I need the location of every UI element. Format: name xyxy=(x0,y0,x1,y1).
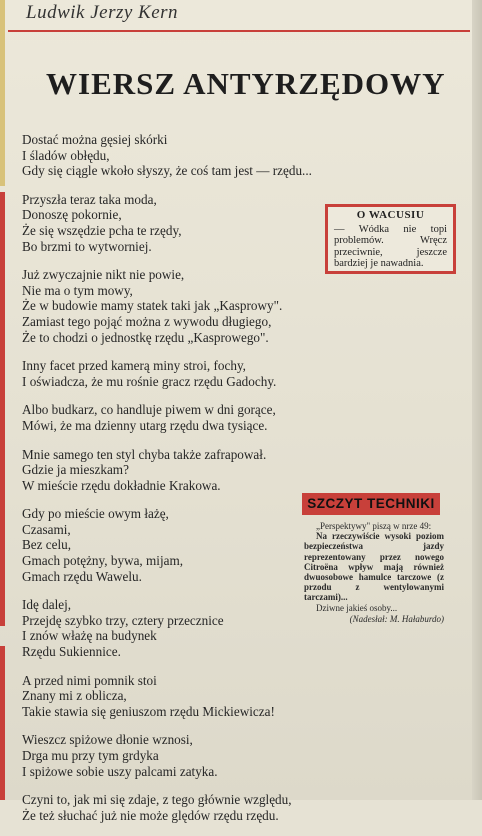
poem-line: W mieście rzędu dokładnie Krakowa. xyxy=(22,477,221,493)
stanza-11 xyxy=(22,792,362,823)
poem-title: WIERSZ ANTYRZĘDOWY xyxy=(46,66,446,101)
poem-line: Wieszcz spiżowe dłonie wznosi, xyxy=(22,732,193,748)
poem-line: I znów włażę na budynek xyxy=(22,628,157,644)
poem-line: Takie stawia się geniuszom rzędu Mickiewicza! xyxy=(22,703,275,719)
poem-line: Czyni to, jak mi się zdaje, z tego głównie względu, xyxy=(22,792,292,808)
poem-line: Że w budowie mamy statek taki jak „Kasprowy". xyxy=(22,298,283,314)
poem-line: Gdy się ciągle wkoło słyszy, że coś tam jest — rzędu... xyxy=(22,163,312,179)
poem-line: Drga mu przy tym grdyka xyxy=(22,748,159,763)
box-text: — Wódka nie topi problemów. Wręcz przeciwnie, jeszcze bardziej je nawadnia. xyxy=(334,224,447,269)
poem-line: Nie ma o tym mowy, xyxy=(22,282,133,298)
poem-line: Bez celu, xyxy=(22,537,72,553)
stanza-9 xyxy=(22,673,362,720)
szczyt-intro: „Perspektywy" piszą w nrze 49: xyxy=(316,521,432,531)
author-name: Ludwik Jerzy Kern xyxy=(26,2,179,23)
left-margin-bar-red-lower xyxy=(0,646,5,800)
poem-line: Bo brzmi to wytworniej. xyxy=(22,238,152,254)
poem-line: Że to chodzi o jednostkę rzędu „Kasprowego". xyxy=(22,329,269,345)
stanza-4 xyxy=(22,358,362,389)
poem-line: Mnie samego ten styl chyba także zafrapował. xyxy=(22,446,267,462)
poem-line: Rzędu Sukiennice. xyxy=(22,644,121,660)
poem-line: Albo budkarz, co handluje piwem w dni gorące, xyxy=(22,402,276,418)
stanza-1 xyxy=(22,132,362,179)
poem-line: Czasami, xyxy=(22,521,71,537)
stanza-3 xyxy=(22,267,362,345)
poem-body xyxy=(22,132,362,836)
poem-line: Dostać można gęsiej skórki xyxy=(22,132,168,147)
stanza-10 xyxy=(22,732,362,779)
poem-line: Idę dalej, xyxy=(22,597,72,613)
poem-line: I śladów obłędu, xyxy=(22,147,110,163)
left-margin-bar-red xyxy=(0,192,5,626)
poem-line: Że się wszędzie pcha te rzędy, xyxy=(22,222,182,238)
poem-line: Przejdę szybko trzy, cztery przecznice xyxy=(22,612,224,628)
sidebar-box-o-wacusiu xyxy=(325,204,456,274)
poem-line: Donoszę pokornie, xyxy=(22,207,122,223)
poem-line: I spiżowe sobie uszy palcami zatyka. xyxy=(22,763,218,779)
poem-line: Gmach potężny, bywa, mijam, xyxy=(22,553,184,569)
poem-line: Inny facet przed kamerą miny stroi, fochy, xyxy=(22,358,246,374)
poem-line: Zamiast tego pojąć można z wywodu długiego, xyxy=(22,313,272,329)
poem-line: Przyszła teraz taka moda, xyxy=(22,191,157,207)
poem-line: Gdzie ja mieszkam? xyxy=(22,462,129,478)
szczyt-quote: Na rzeczywiście wysoki poziom bezpieczeństwa jazdy reprezentowany przez nowego Citroëna wpływ mają również dwuosobowe hamulce tarczowe (z przodu z wentylowanymi tarczami)... xyxy=(304,531,444,603)
poem-line: A przed nimi pomnik stoi xyxy=(22,672,157,688)
page-right-edge xyxy=(472,0,482,800)
stanza-6 xyxy=(22,447,362,494)
poem-line: I oświadcza, że mu rośnie gracz rzędu Gadochy. xyxy=(22,373,277,389)
left-margin-bar-yellow xyxy=(0,0,5,186)
poem-line: Gdy po mieście owym łażę, xyxy=(22,506,169,522)
poem-line: Znany mi z oblicza, xyxy=(22,688,127,704)
box-title: O WACUSIU xyxy=(356,209,425,221)
szczyt-techniki-body xyxy=(304,521,444,624)
poem-line: Mówi, że ma dzienny utarg rzędu dwa tysiące. xyxy=(22,417,268,433)
poem-line: Gmach rzędu Wawelu. xyxy=(22,568,142,584)
stanza-5 xyxy=(22,402,362,433)
szczyt-signature: (Nadesłał: M. Hałaburdo) xyxy=(349,613,444,624)
szczyt-techniki-heading: SZCZYT TECHNIKI xyxy=(302,493,440,515)
poem-line: Że też słuchać już nie może ględów rzędu rzędu. xyxy=(22,807,279,823)
szczyt-comment: Dziwne jakieś osoby... xyxy=(316,602,398,613)
stanza-2 xyxy=(22,192,362,254)
poem-line: Już zwyczajnie nikt nie powie, xyxy=(22,267,185,283)
